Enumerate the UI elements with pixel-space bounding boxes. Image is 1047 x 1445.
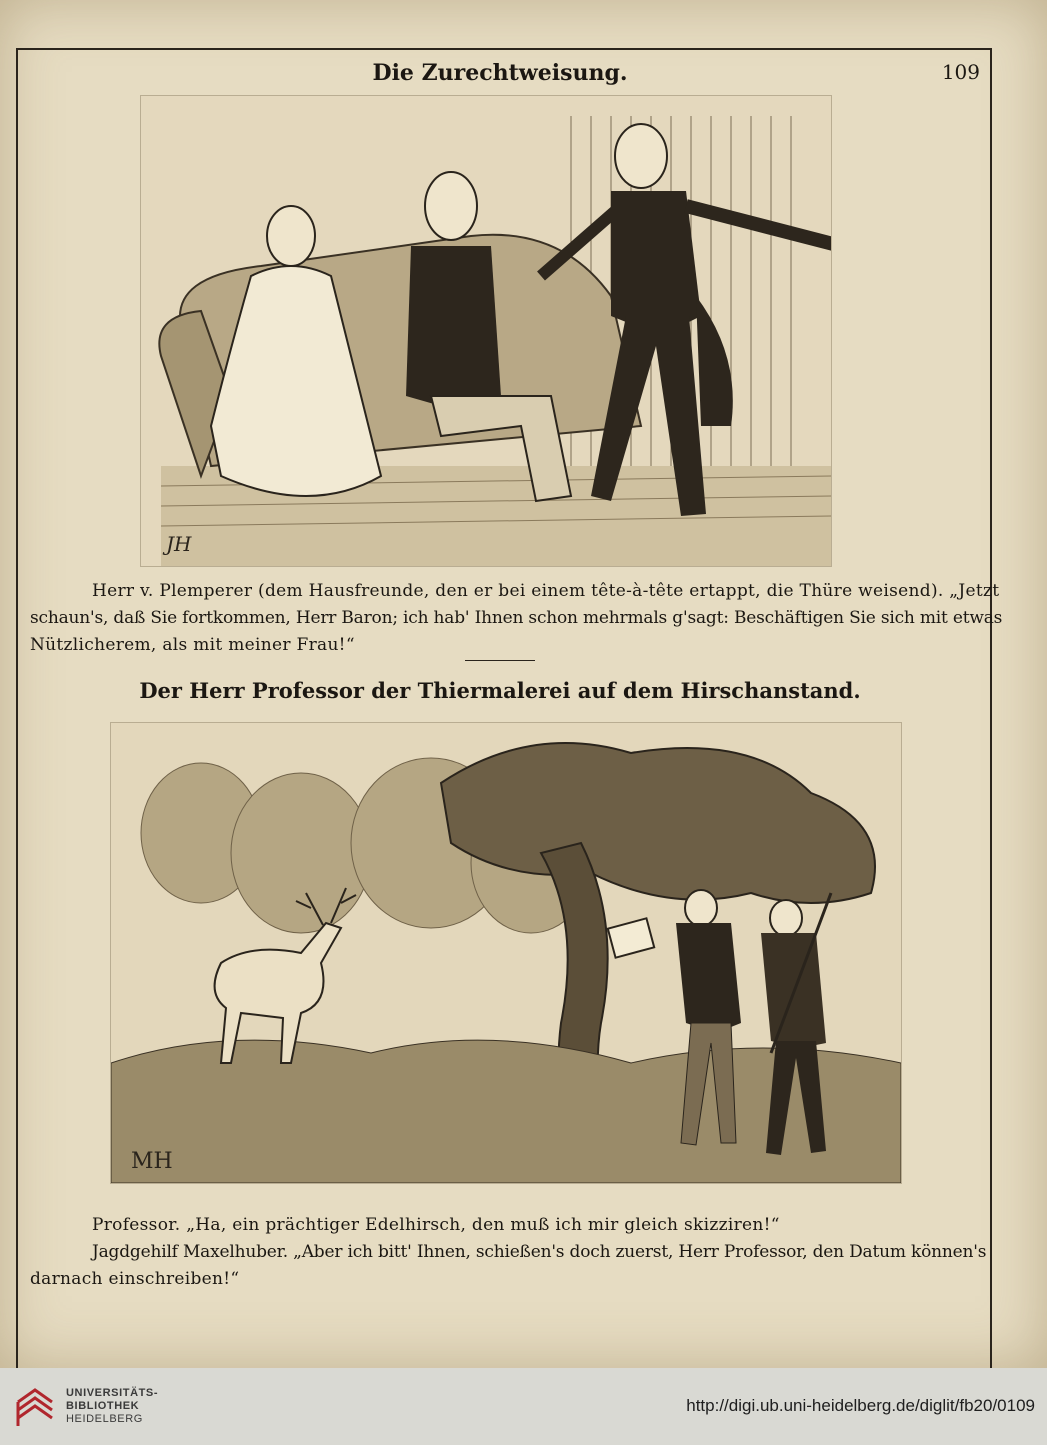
top-caption-line: Herr v. Plemperer (dem Hausfreunde, den er bei einem tête-à-tête ertappt, die Thüre weisend). „Jetzt — [92, 581, 1000, 601]
top-illustration-drawing — [141, 96, 831, 566]
bottom-caption-line: Jagdgehilf Maxelhuber. „Aber ich bitt' Ihnen, schießen's doch zuerst, Herr Professor, den Datum können's — [92, 1242, 987, 1262]
library-name-line: UNIVERSITÄTS- — [66, 1387, 159, 1399]
page-number: 109 — [941, 60, 980, 84]
library-name-line: BIBLIOTHEK — [66, 1400, 140, 1412]
bottom-illustration — [110, 722, 902, 1184]
viewer-footer — [0, 1368, 1047, 1445]
section-divider — [465, 660, 535, 661]
library-name[interactable] — [66, 1387, 158, 1426]
top-caption-line: Nützlicherem, als mit meiner Frau!“ — [30, 635, 355, 655]
bottom-caption-line: Professor. „Ha, ein prächtiger Edelhirsch, den muß ich mir gleich skizziren!“ — [92, 1215, 780, 1235]
library-name-line: HEIDELBERG — [66, 1413, 143, 1425]
section-title: Der Herr Professor der Thiermalerei auf dem Hirschanstand. — [139, 678, 861, 703]
library-logo-icon[interactable] — [10, 1382, 60, 1432]
top-caption-line: schaun's, daß Sie fortkommen, Herr Baron; ich hab' Ihnen schon mehrmals g'sagt: Beschäftigen Sie sich mit etwas — [30, 608, 1003, 628]
top-illustration-signature: JH — [166, 532, 192, 556]
top-illustration — [140, 95, 832, 567]
bottom-caption — [30, 1212, 990, 1293]
bottom-illustration-drawing — [111, 723, 901, 1183]
bottom-illustration-signature: MH — [131, 1149, 173, 1174]
page-title: Die Zurechtweisung. — [372, 60, 628, 86]
top-caption — [30, 578, 1003, 659]
permalink-url[interactable]: http://digi.ub.uni-heidelberg.de/diglit/fb20/0109 — [686, 1396, 1035, 1415]
bottom-caption-line: darnach einschreiben!“ — [30, 1269, 240, 1289]
